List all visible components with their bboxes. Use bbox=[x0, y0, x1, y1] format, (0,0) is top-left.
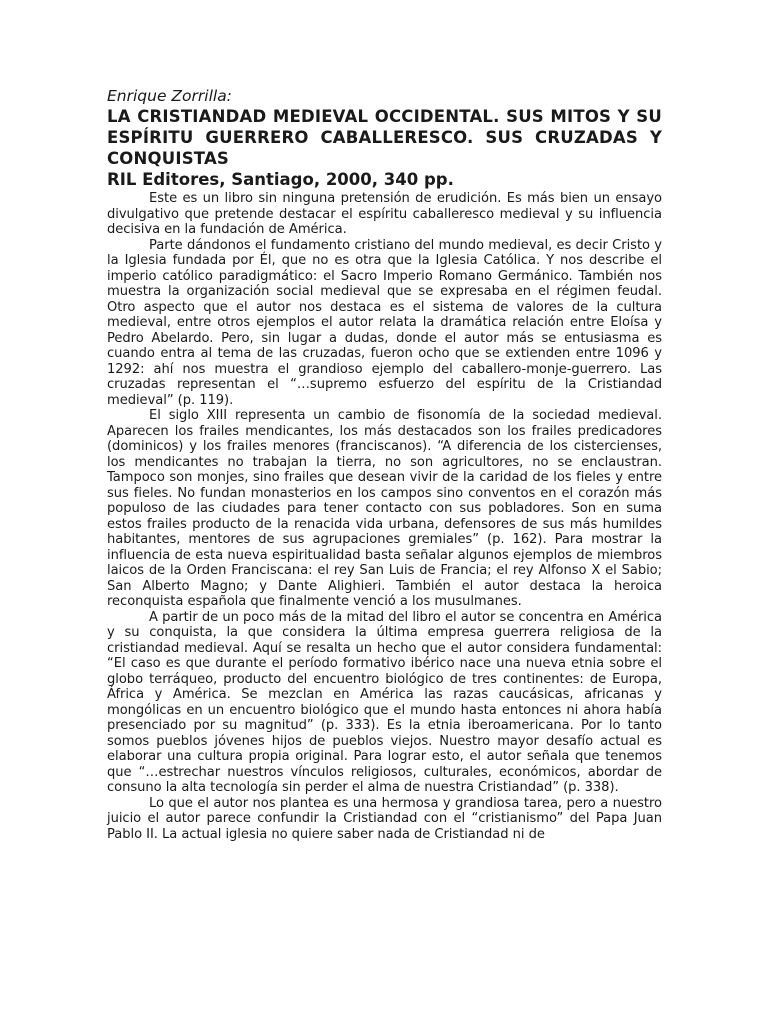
review-paragraph: A partir de un poco más de la mitad del libro el autor se concentra en América y su conquista, la que considera la última empresa guerrera religiosa de la cristiandad medieval. Aquí se resalta un hecho que el autor considera fundamental: “El caso es que durante el período formativo ibérico nace una nueva etnia sobre el globo terráqueo, producto del encuentro biológico de tres continentes: de Europa, África y América. Se mezclan en América las razas caucásicas, africanas y mongólicas en un encuentro biológico que el mundo hasta entonces ni ahora había presenciado por su magnitud” (p. 333). Es la etnia iberoamericana. Por lo tanto somos pueblos jóvenes hijos de pueblos viejos. Nuestro mayor desafío actual es elaborar una cultura propia original. Para lograr esto, el autor señala que tenemos que “…estrechar nuestros vínculos religiosos, culturales, económicos, abordar de consuno la alta tecnología sin perder el alma de nuestra Cristiandad” (p. 338). bbox=[107, 609, 662, 795]
review-paragraph: El siglo XIII representa un cambio de fisonomía de la sociedad medieval. Aparecen los frailes mendicantes, los más destacados son los frailes predicadores (dominicos) y los frailes menores (franciscanos). “A diferencia de los cistercienses, los mendicantes no trabajan la tierra, no son agricultores, no se enclaustran. Tampoco son monjes, sino frailes que desean vivir de la caridad de los fieles y entre sus fieles. No fundan monasterios en los campos sino conventos en el corazón más populoso de las ciudades para tener contacto con sus pobladores. Son en suma estos frailes producto de la renacida vida urbana, defensores de sus más humildes habitantes, mentores de sus agrupaciones gremiales” (p. 162). Para mostrar la influencia de esta nueva espiritualidad basta señalar algunos ejemplos de miembros laicos de la Orden Franciscana: el rey San Luis de Francia; el rey Alfonso X el Sabio; San Alberto Magno; y Dante Alighieri. También el autor destaca la heroica reconquista española que finalmente venció a los musulmanes. bbox=[107, 408, 662, 609]
book-title: LA CRISTIANDAD MEDIEVAL OCCIDENTAL. SUS MITOS Y SU ESPÍRITU GUERRERO CABALLERESCO. SUS CRUZADAS Y CONQUISTAS bbox=[107, 107, 662, 168]
review-page bbox=[107, 86, 662, 842]
review-paragraph: Lo que el autor nos plantea es una hermosa y grandiosa tarea, pero a nuestro juicio el autor parece confundir la Cristiandad con el “cristianismo” del Papa Juan Pablo II. La actual iglesia no quiere saber nada de Cristiandad ni de bbox=[107, 795, 662, 842]
publication-info: RIL Editores, Santiago, 2000, 340 pp. bbox=[107, 170, 454, 189]
review-paragraph: Este es un libro sin ninguna pretensión de erudición. Es más bien un ensayo divulgativo que pretende destacar el espíritu caballeresco medieval y su influencia decisiva en la fundación de América. bbox=[107, 191, 662, 237]
book-author: Enrique Zorrilla: bbox=[107, 87, 232, 105]
review-paragraph: Parte dándonos el fundamento cristiano del mundo medieval, es decir Cristo y la Iglesia fundada por Él, que no es otra que la Iglesia Católica. Y nos describe el imperio católico paradigmático: el Sacro Imperio Romano Germánico. También nos muestra la organización social medieval que se expresaba en el régimen feudal. Otro aspecto que el autor nos destaca es el sistema de valores de la cultura medieval, entre otros ejemplos el autor relata la dramática relación entre Eloísa y Pedro Abelardo. Pero, sin lugar a dudas, donde el autor más se entusiasma es cuando entra al tema de las cruzadas, fueron ocho que se extienden entre 1096 y 1292: ahí nos muestra el grandioso ejemplo del caballero-monje-guerrero. Las cruzadas representan el “…supremo esfuerzo del espíritu de la Cristiandad medieval” (p. 119). bbox=[107, 237, 662, 408]
